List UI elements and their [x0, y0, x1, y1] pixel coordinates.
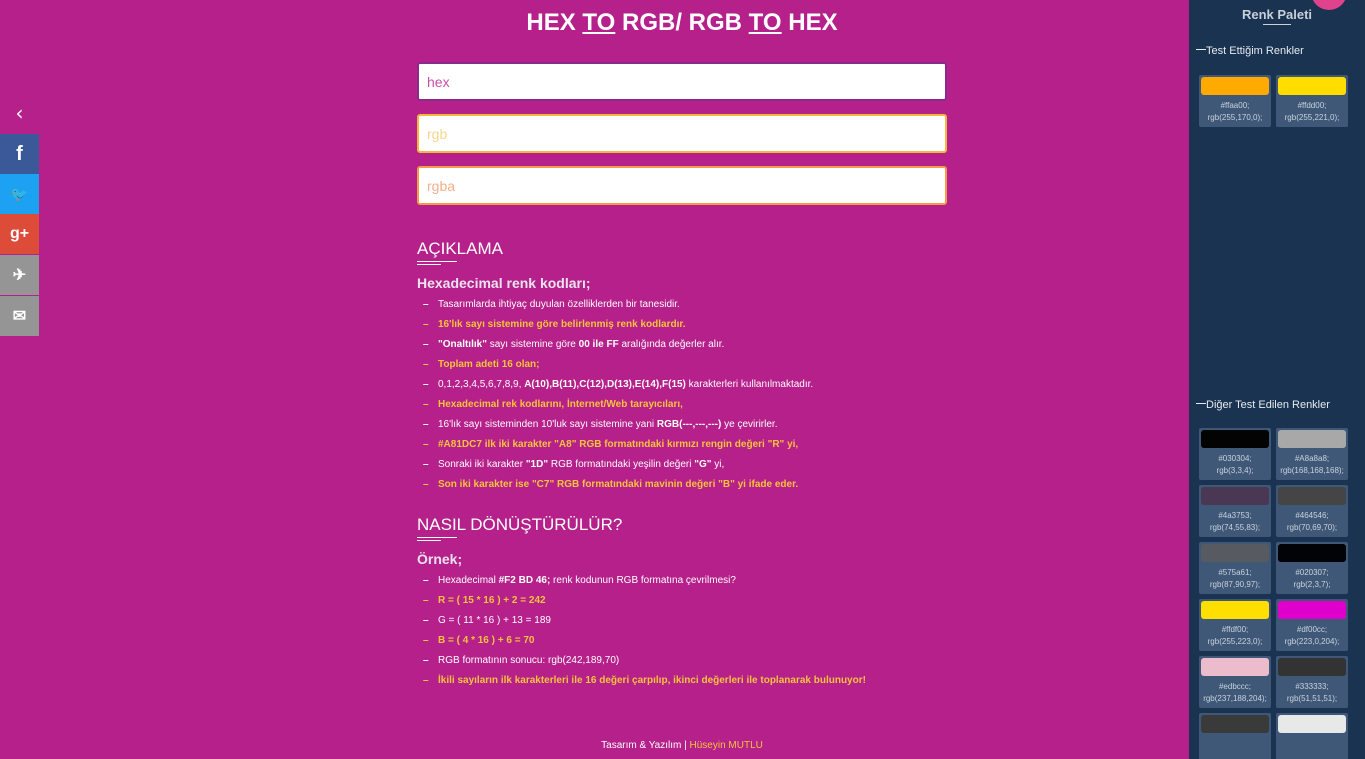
- nasil-heading: NASIL DÖNÜŞTÜRÜLÜR?: [417, 515, 622, 543]
- email-share-button[interactable]: [0, 296, 39, 336]
- swatch-rgb: rgb(255,223,0);: [1207, 637, 1263, 646]
- aciklama-subtitle: Hexadecimal renk kodları;: [417, 275, 591, 291]
- swatch-hex: #464546;: [1295, 511, 1329, 520]
- list-item: [423, 611, 866, 631]
- list-item-text: karakterleri kullanılmaktadır.: [685, 379, 814, 390]
- list-item-text: "G": [694, 459, 712, 470]
- swatch-color: [1278, 658, 1346, 676]
- list-item-text: #A81DC7 ilk iki karakter "A8" RGB formatındaki kırmızı rengin değeri "R" yi,: [438, 439, 799, 450]
- color-swatch[interactable]: [1276, 656, 1348, 708]
- telegram-share-button[interactable]: [0, 255, 39, 295]
- rgb-input[interactable]: [417, 114, 947, 153]
- swatch-hex: #ffdf00;: [1221, 625, 1249, 634]
- swatch-color: [1201, 430, 1269, 448]
- list-item: [423, 455, 813, 475]
- swatch-hex: #df00cc;: [1296, 625, 1328, 634]
- telegram-icon: ✈: [12, 267, 27, 284]
- swatch-hex: #ffdd00;: [1297, 101, 1327, 110]
- list-item-text: Hexadecimal rek kodlarını, İnternet/Web tarayıcıları,: [438, 399, 683, 410]
- swatch-color: [1278, 715, 1346, 733]
- list-item-text: B = ( 4 * 16 ) + 6 = 70: [438, 635, 535, 646]
- swatch-hex: #030304;: [1218, 454, 1252, 463]
- list-item-text: Son iki karakter ise "C7" RGB formatındaki mavinin değeri "B" yi ifade eder.: [438, 479, 799, 490]
- list-item-text: 16'lık sayı sistemine göre belirlenmiş renk kodlardır.: [438, 319, 686, 330]
- list-item-text: aralığında değerler alır.: [618, 339, 725, 350]
- swatch-color: [1278, 544, 1346, 562]
- chevron-left-icon[interactable]: ‹: [15, 101, 24, 125]
- tested-colors-heading: Test Ettiğim Renkler: [1196, 45, 1304, 57]
- twitter-share-button[interactable]: [0, 174, 39, 214]
- color-swatch[interactable]: [1199, 428, 1271, 480]
- swatch-rgb: rgb(237,188,204);: [1203, 694, 1267, 703]
- list-item-text: G = ( 11 * 16 ) + 13 = 189: [438, 615, 551, 626]
- hex-input[interactable]: [417, 62, 947, 101]
- list-item: [423, 591, 866, 611]
- list-item: [423, 355, 813, 375]
- list-item: [423, 651, 866, 671]
- list-item-text: 00 ile FF: [578, 339, 619, 350]
- swatch-hex: #333333;: [1295, 682, 1329, 691]
- color-swatch[interactable]: [1276, 542, 1348, 594]
- aciklama-list: [423, 295, 813, 495]
- list-item-text: İkili sayıların ilk karakterleri ile 16 değeri çarpılıp, ikinci değerleri ile toplanarak bulunuyor!: [438, 675, 866, 686]
- googleplus-icon: g+: [9, 225, 30, 242]
- list-item-text: "1D": [525, 459, 549, 470]
- email-icon: ✉: [12, 308, 27, 325]
- swatch-hex: #ffaa00;: [1220, 101, 1250, 110]
- rgba-input[interactable]: [417, 166, 947, 205]
- swatch-hex: #edbccc;: [1218, 682, 1252, 691]
- color-swatch[interactable]: [1199, 599, 1271, 651]
- color-swatch[interactable]: [1276, 75, 1348, 127]
- list-item-text: RGB(---,---,---): [656, 419, 722, 430]
- author-link[interactable]: Hüseyin MUTLU: [689, 740, 763, 751]
- color-swatch[interactable]: [1276, 485, 1348, 537]
- list-item-text: Hexadecimal: [438, 575, 499, 586]
- list-item-text: ye çevirirler.: [721, 419, 778, 430]
- swatch-color: [1278, 487, 1346, 505]
- color-swatch[interactable]: [1276, 428, 1348, 480]
- twitter-icon: 🐦: [10, 185, 29, 202]
- swatch-rgb: rgb(74,55,83);: [1209, 523, 1261, 532]
- list-item: [423, 631, 866, 651]
- list-item-text: Sonraki iki karakter: [438, 459, 526, 470]
- list-item-text: RGB formatının sonucu: rgb(242,189,70): [438, 655, 620, 666]
- swatch-rgb: rgb(223,0,204);: [1284, 637, 1340, 646]
- color-swatch[interactable]: [1199, 542, 1271, 594]
- list-item: [423, 671, 866, 691]
- list-item: [423, 415, 813, 435]
- list-item-text: Tasarımlarda ihtiyaç duyulan özelliklerden bir tanesidir.: [438, 299, 680, 310]
- facebook-icon: f: [16, 142, 23, 165]
- list-item-text: Toplam adeti 16 olan;: [438, 359, 540, 370]
- swatch-color: [1278, 430, 1346, 448]
- aciklama-heading: AÇIKLAMA: [417, 239, 503, 267]
- color-swatch[interactable]: [1276, 713, 1348, 759]
- swatch-rgb: rgb(51,51,51);: [1286, 694, 1338, 703]
- palette-title: Renk Paleti: [1189, 7, 1365, 25]
- list-item: [423, 395, 813, 415]
- list-item-text: A(10),B(11),C(12),D(13),E(14),F(15): [524, 379, 686, 390]
- other-colors-heading: Diğer Test Edilen Renkler: [1196, 399, 1330, 411]
- swatch-rgb: rgb(168,168,168);: [1280, 466, 1344, 475]
- color-swatch[interactable]: [1199, 75, 1271, 127]
- list-item: [423, 475, 813, 495]
- swatch-color: [1201, 658, 1269, 676]
- list-item-text: 16'lık sayı sisteminden 10'luk sayı sistemine yani: [438, 419, 657, 430]
- color-swatch[interactable]: [1199, 656, 1271, 708]
- list-item-text: "Onaltılık": [438, 339, 487, 350]
- swatch-color: [1278, 601, 1346, 619]
- list-item: [423, 335, 813, 355]
- list-item-text: 0,1,2,3,4,5,6,7,8,9,: [438, 379, 525, 390]
- list-item: [423, 315, 813, 335]
- list-item: [423, 571, 866, 591]
- swatch-color: [1201, 544, 1269, 562]
- swatch-rgb: rgb(255,221,0);: [1284, 113, 1340, 122]
- swatch-hex: #A8a8a8;: [1294, 454, 1330, 463]
- swatch-rgb: rgb(87,90,97);: [1209, 580, 1261, 589]
- swatch-rgb: rgb(2,3,7);: [1293, 580, 1331, 589]
- list-item-text: renk kodunun RGB formatına çevrilmesi?: [550, 575, 736, 586]
- list-item-text: #F2 BD 46;: [498, 575, 551, 586]
- swatch-color: [1201, 601, 1269, 619]
- swatch-hex: #020307;: [1295, 568, 1329, 577]
- page-title: HEX TO RGB/ RGB TO HEX: [526, 9, 838, 36]
- list-item-text: sayı sistemine göre: [486, 339, 579, 350]
- swatch-color: [1201, 715, 1269, 733]
- swatch-rgb: rgb(255,170,0);: [1207, 113, 1263, 122]
- list-item-text: yi,: [711, 459, 725, 470]
- swatch-hex: #575a61;: [1218, 568, 1252, 577]
- swatch-color: [1278, 77, 1346, 95]
- list-item: [423, 295, 813, 315]
- googleplus-share-button[interactable]: [0, 214, 39, 254]
- color-swatch[interactable]: [1199, 485, 1271, 537]
- color-swatch[interactable]: [1199, 713, 1271, 759]
- swatch-hex: #4a3753;: [1218, 511, 1252, 520]
- list-item-text: R = ( 15 * 16 ) + 2 = 242: [438, 595, 546, 606]
- facebook-share-button[interactable]: [0, 134, 39, 174]
- swatch-rgb: rgb(70,69,70);: [1286, 523, 1338, 532]
- swatch-color: [1201, 487, 1269, 505]
- swatch-color: [1201, 77, 1269, 95]
- color-palette-panel: [1189, 0, 1365, 759]
- swatch-rgb: rgb(3,3,4);: [1216, 466, 1254, 475]
- list-item-text: RGB formatındaki yeşilin değeri: [548, 459, 695, 470]
- nasil-list: [423, 571, 866, 691]
- color-swatch[interactable]: [1276, 599, 1348, 651]
- list-item: [423, 375, 813, 395]
- nasil-subtitle: Örnek;: [417, 551, 463, 567]
- list-item: [423, 435, 813, 455]
- footer: Tasarım & Yazılım | Hüseyin MUTLU: [601, 740, 763, 751]
